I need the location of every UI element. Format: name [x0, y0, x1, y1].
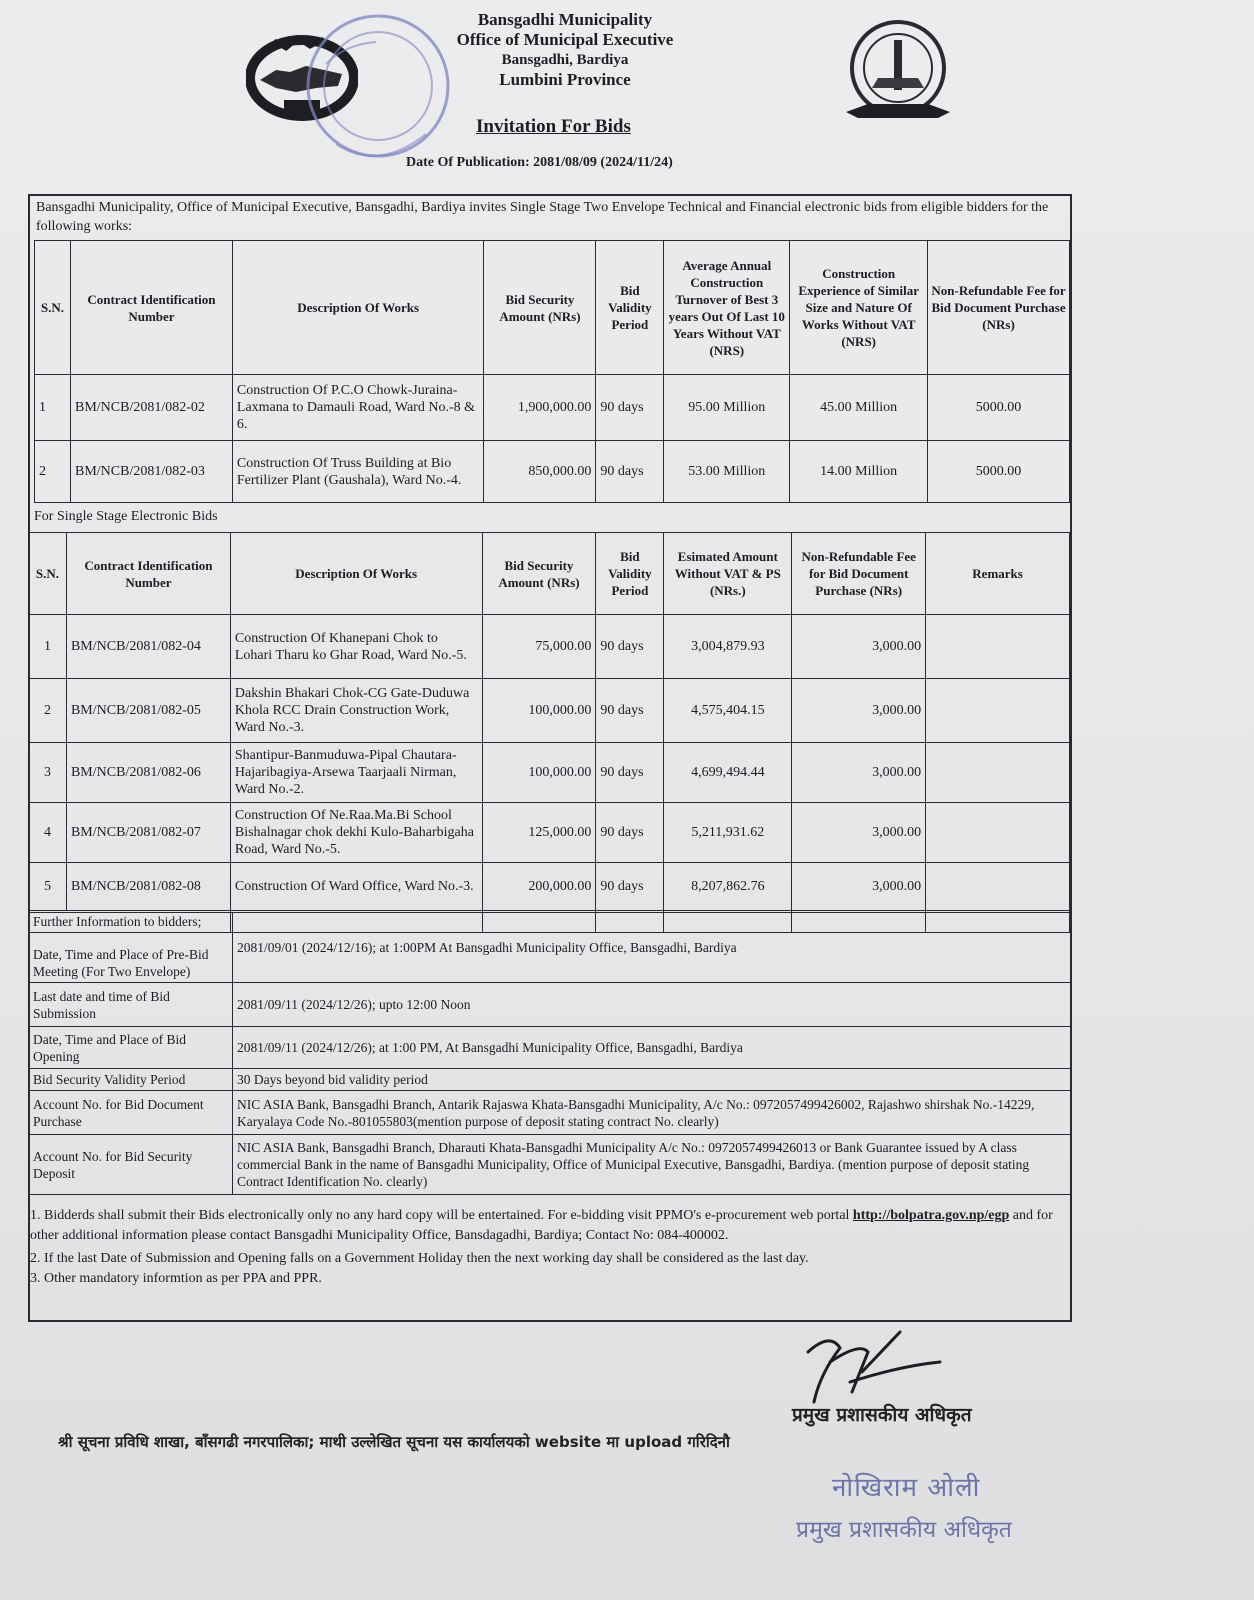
table-row [29, 615, 1070, 679]
col-validity: Bid Validity Period [596, 241, 664, 375]
cell-remarks [926, 615, 1070, 679]
info-label: Bid Security Validity Period [29, 1069, 233, 1091]
cell-sn: 1 [35, 375, 71, 441]
officer-title-stamp: प्रमुख प्रशासकीय अधिकृत [796, 1517, 1012, 1543]
cell-description: Construction Of Khanepani Chok to Lohari Tharu ko Ghar Road, Ward No.-5. [230, 615, 482, 679]
cell-bid-security: 100,000.00 [482, 743, 596, 803]
col-description: Description Of Works [230, 533, 482, 615]
cell-contract-id: BM/NCB/2081/082-06 [66, 743, 230, 803]
cell-description: Construction Of P.C.O Chowk-Juraina-Laxmana to Damauli Road, Ward No.-8 & 6. [232, 375, 484, 441]
col-estimate: Esimated Amount Without VAT & PS (NRs.) [664, 533, 792, 615]
cell-remarks [926, 679, 1070, 743]
cell-bid-security: 125,000.00 [482, 803, 596, 863]
cell-remarks [926, 863, 1070, 911]
cell-fee: 5000.00 [928, 375, 1070, 441]
cell-sn: 4 [29, 803, 67, 863]
cell-estimate: 4,699,494.44 [664, 743, 792, 803]
note-1-contact: and for other additional information please contact Bansgadhi Municipality Office, Bansdagadhi, Bardiya; Contact No: 084-400002. [30, 1208, 1053, 1243]
cell-estimate: 5,211,931.62 [664, 803, 792, 863]
info-label: Date, Time and Place of Pre-Bid Meeting (For Two Envelope) [29, 913, 233, 983]
table-row [35, 441, 1070, 503]
cell-bid-security: 75,000.00 [482, 615, 596, 679]
info-row [29, 1069, 1072, 1091]
cell-description: Shantipur-Banmuduwa-Pipal Chautara-Hajaribagiya-Arsewa Taarjaali Nirman, Ward No.-2. [230, 743, 482, 803]
col-fee: Non-Refundable Fee for Bid Document Purchase (NRs) [792, 533, 926, 615]
info-row [29, 1091, 1072, 1135]
cell-validity: 90 days [596, 679, 664, 743]
table-row [29, 679, 1070, 743]
intro-text: Bansgadhi Municipality, Office of Municipal Executive, Bansgadhi, Bardiya invites Single Stage Two Envelope Technical and Financial electronic bids from eligible bidders for the following works: [36, 200, 1049, 234]
cell-sn: 1 [29, 615, 67, 679]
signatory-title: प्रमुख प्रशासकीय अधिकृत [792, 1404, 972, 1426]
publication-date [406, 155, 673, 171]
cell-experience: 45.00 Million [790, 375, 928, 441]
cell-description: Construction Of Ne.Raa.Ma.Bi School Bishalnagar chok dekhi Kulo-Baharbigaha Road, Ward No.-5. [230, 803, 482, 863]
note-3: 3. Other mandatory informtion as per PPA and PPR. [30, 1271, 322, 1286]
table-row [35, 375, 1070, 441]
table-row [29, 743, 1070, 803]
info-value: 2081/09/11 (2024/12/26); upto 12:00 Noon [233, 983, 1072, 1027]
cell-fee: 5000.00 [928, 441, 1070, 503]
egp-portal-link[interactable]: http://bolpatra.gov.np/egp [852, 1208, 1010, 1223]
single-stage-title: For Single Stage Electronic Bids [34, 509, 218, 524]
officer-name-stamp: नोखिराम ओली [832, 1473, 981, 1503]
cell-remarks [926, 743, 1070, 803]
bid-info-table [28, 912, 1072, 1195]
cell-bid-security: 100,000.00 [482, 679, 596, 743]
cell-bid-security: 850,000.00 [484, 441, 596, 503]
col-sn: S.N. [35, 241, 71, 375]
col-fee: Non-Refundable Fee for Bid Document Purchase (NRs) [928, 241, 1070, 375]
cell-description: Construction Of Truss Building at Bio Fertilizer Plant (Gaushala), Ward No.-4. [232, 441, 484, 503]
cell-sn: 5 [29, 863, 67, 911]
info-row [29, 983, 1072, 1027]
further-info-label: Further Information to bidders; [29, 911, 231, 933]
cell-contract-id: BM/NCB/2081/082-04 [66, 615, 230, 679]
col-bid-security: Bid Security Amount (NRs) [484, 241, 596, 375]
municipality-seal-icon [838, 18, 958, 130]
cell-sn: 2 [35, 441, 71, 503]
col-contract-id: Contract Identification Number [66, 533, 230, 615]
upload-instruction: श्री सूचना प्रविधि शाखा, बाँसगढी नगरपालिका; माथी उल्लेखित सूचना यस कार्यालयको website मा upload गरिदिनौ [58, 1433, 730, 1451]
table-row [29, 803, 1070, 863]
cell-bid-security: 200,000.00 [482, 863, 596, 911]
info-value: 2081/09/11 (2024/12/26); at 1:00 PM, At Bansgadhi Municipality Office, Bansgadhi, Bardiya [233, 1027, 1072, 1069]
col-bid-security: Bid Security Amount (NRs) [482, 533, 596, 615]
col-experience: Construction Experience of Similar Size and Nature Of Works Without VAT (NRS) [790, 241, 928, 375]
cell-turnover: 95.00 Million [664, 375, 790, 441]
cell-experience: 14.00 Million [790, 441, 928, 503]
cell-sn: 3 [29, 743, 67, 803]
publication-value: 2081/08/09 (2024/11/24) [533, 155, 673, 170]
col-validity: Bid Validity Period [596, 533, 664, 615]
cell-contract-id: BM/NCB/2081/082-07 [66, 803, 230, 863]
info-row [29, 1027, 1072, 1069]
office-name: Office of Municipal Executive [456, 30, 674, 49]
cell-description: Dakshin Bhakari Chok-CG Gate-Duduwa Khola RCC Drain Construction Work, Ward No.-3. [230, 679, 482, 743]
cell-turnover: 53.00 Million [664, 441, 790, 503]
cell-estimate: 4,575,404.15 [664, 679, 792, 743]
info-row [29, 1135, 1072, 1195]
col-turnover: Average Annual Construction Turnover of Best 3 years Out Of Last 10 Years Without VAT (NRS) [664, 241, 790, 375]
cell-validity: 90 days [596, 743, 664, 803]
table-header-row [29, 533, 1070, 615]
info-value: 2081/09/01 (2024/12/16); at 1:00PM At Bansgadhi Municipality Office, Bansgadhi, Bardiya [233, 913, 1072, 983]
cell-remarks [926, 803, 1070, 863]
cell-sn: 2 [29, 679, 67, 743]
office-header [420, 10, 710, 90]
cell-validity: 90 days [596, 863, 664, 911]
col-description: Description Of Works [232, 241, 484, 375]
cell-contract-id: BM/NCB/2081/082-08 [66, 863, 230, 911]
cell-contract-id: BM/NCB/2081/082-03 [70, 441, 232, 503]
col-sn: S.N. [29, 533, 67, 615]
province-name: Lumbini Province [499, 70, 631, 89]
cell-fee: 3,000.00 [792, 863, 926, 911]
cell-contract-id: BM/NCB/2081/082-05 [66, 679, 230, 743]
municipality-name: Bansgadhi Municipality [477, 10, 653, 29]
info-label: Last date and time of Bid Submission [29, 983, 233, 1027]
info-value: NIC ASIA Bank, Bansgadhi Branch, Antarik Rajaswa Khata-Bansgadhi Municipality, A/c No.: 0972057499426002, Rajashwo shirshak No.-14229, Karyalaya Code No.-801055803(mention purpose of deposit stating contract No. clearly) [233, 1091, 1072, 1135]
note-2: 2. If the last Date of Submission and Opening falls on a Government Holiday then the next working day shall be considered as the last day. [30, 1251, 809, 1266]
cell-estimate: 8,207,862.76 [664, 863, 792, 911]
cell-validity: 90 days [596, 375, 664, 441]
two-envelope-table [34, 240, 1070, 503]
info-row [29, 913, 1072, 983]
info-label: Date, Time and Place of Bid Opening [29, 1027, 233, 1069]
cell-validity: 90 days [596, 441, 664, 503]
notes-block [30, 1206, 1066, 1289]
publication-label: Date Of Publication: [406, 155, 530, 170]
info-label: Account No. for Bid Document Purchase [29, 1091, 233, 1135]
office-address: Bansgadhi, Bardiya [501, 52, 629, 68]
table-header-row [35, 241, 1070, 375]
col-remarks: Remarks [926, 533, 1070, 615]
cell-fee: 3,000.00 [792, 803, 926, 863]
col-contract-id: Contract Identification Number [70, 241, 232, 375]
single-stage-table [28, 532, 1070, 933]
cell-fee: 3,000.00 [792, 679, 926, 743]
cell-validity: 90 days [596, 615, 664, 679]
cell-contract-id: BM/NCB/2081/082-02 [70, 375, 232, 441]
info-value: NIC ASIA Bank, Bansgadhi Branch, Dharauti Khata-Bansgadhi Municipality A/c No.: 0972057499426013 or Bank Guarantee issued by A class commercial Bank in the name of Bansgadhi Municipality, Office of Municipal Executive, Bansgadhi, Bardiya. (mention purpose of deposit stating Contract Identification No. clearly) [233, 1135, 1072, 1195]
cell-fee: 3,000.00 [792, 615, 926, 679]
note-1 [30, 1206, 1066, 1246]
info-label: Account No. for Bid Security Deposit [29, 1135, 233, 1195]
cell-fee: 3,000.00 [792, 743, 926, 803]
cell-description: Construction Of Ward Office, Ward No.-3. [230, 863, 482, 911]
page-title: Invitation For Bids [476, 116, 631, 137]
cell-bid-security: 1,900,000.00 [484, 375, 596, 441]
table-row [29, 863, 1070, 911]
note-1-text: 1. Bidderds shall submit their Bids electronically only no any hard copy will be entertained. For e-bidding visit PPMO's e-procurement web portal [30, 1208, 853, 1223]
cell-estimate: 3,004,879.93 [664, 615, 792, 679]
info-value: 30 Days beyond bid validity period [233, 1069, 1072, 1091]
cell-validity: 90 days [596, 803, 664, 863]
